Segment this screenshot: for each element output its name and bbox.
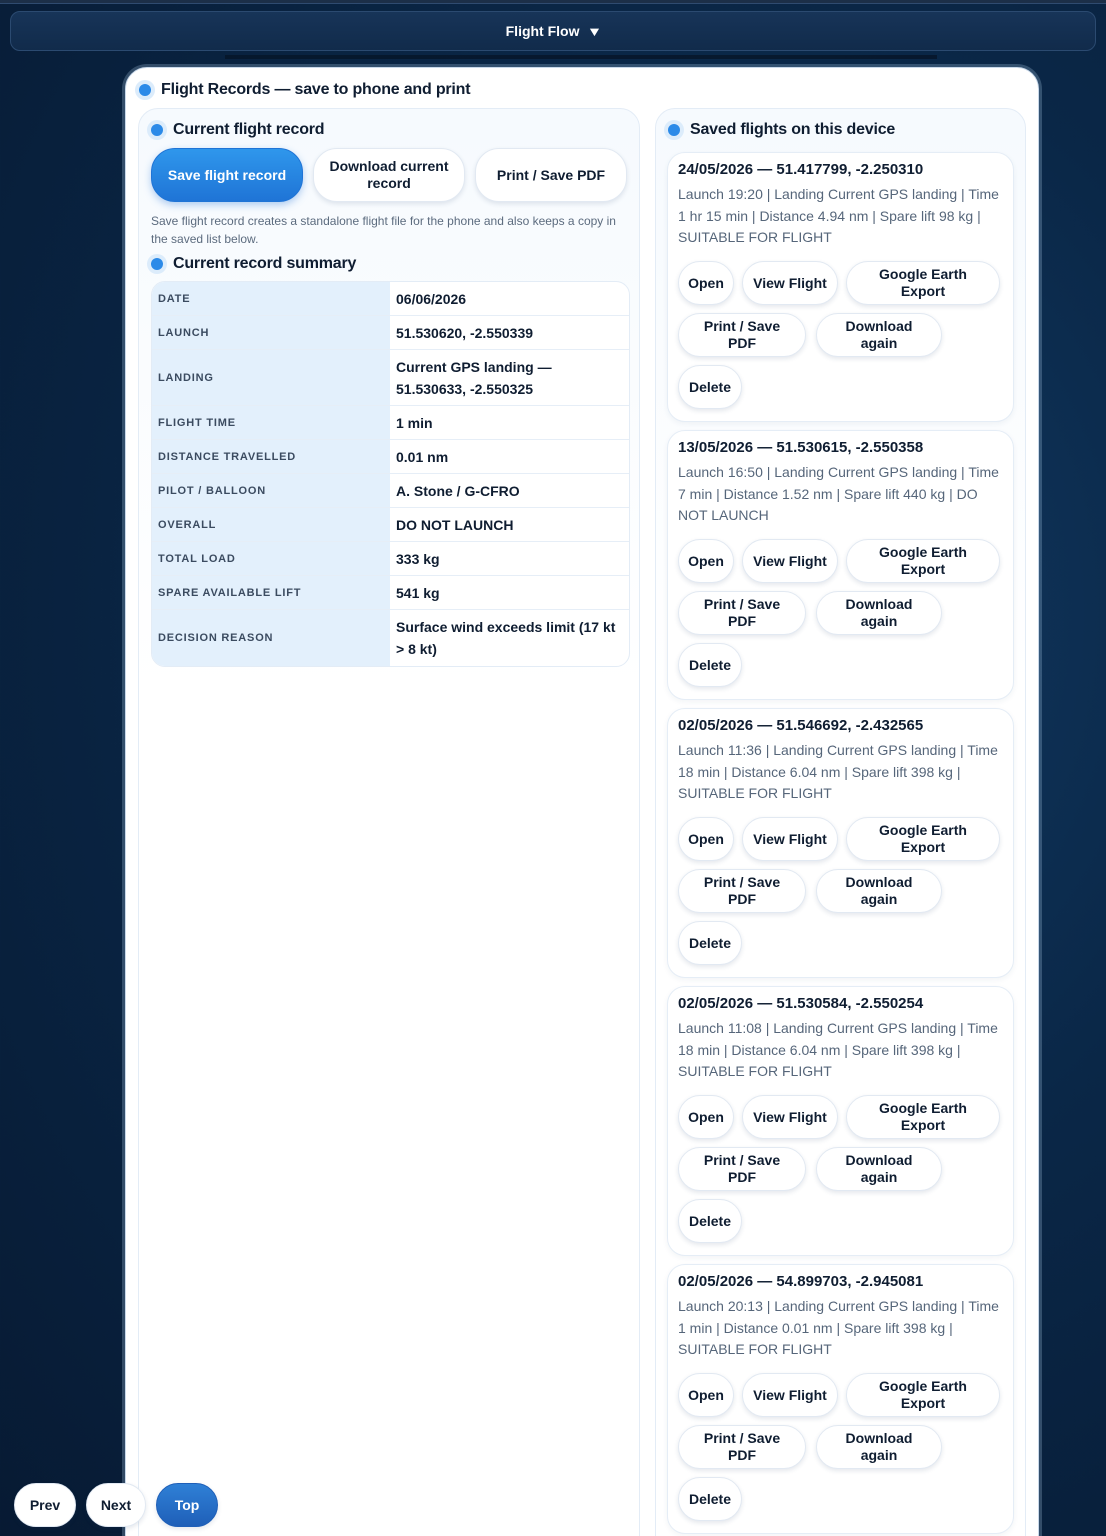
summary-value: 06/06/2026 [396, 290, 467, 307]
summary-heading-text: Current record summary [173, 255, 357, 272]
summary-label: LANDING [152, 350, 390, 405]
download-again-button[interactable]: Download again [816, 1425, 942, 1469]
saved-flight-details: Launch 11:36 | Landing Current GPS landing | Time 18 min | Distance 6.04 nm | Spare lift 398 kg | SUITABLE FOR FLIGHT [678, 742, 998, 801]
saved-flight-title: 02/05/2026 — 51.546692, -2.432565 [678, 717, 924, 734]
bullet-dot-icon [151, 258, 163, 270]
saved-flight-details: Launch 19:20 | Landing Current GPS landing | Time 1 hr 15 min | Distance 4.94 nm | Spare lift 98 kg | SUITABLE FOR FLIGHT [678, 186, 999, 245]
summary-value: 51.530620, -2.550339 [396, 324, 534, 341]
view-flight-button[interactable]: View Flight [742, 539, 838, 583]
delete-button[interactable]: Delete [678, 1477, 742, 1521]
view-flight-button[interactable]: View Flight [742, 1373, 838, 1417]
summary-label: LAUNCH [152, 316, 390, 349]
google-earth-export-button[interactable]: Google Earth Export [846, 1095, 1000, 1139]
saved-flight-card [667, 1264, 1014, 1534]
summary-row-decision-reason [152, 610, 629, 666]
saved-flight-title: 02/05/2026 — 54.899703, -2.945081 [678, 1273, 924, 1290]
panel-title [139, 81, 470, 99]
prev-button[interactable]: Prev [14, 1483, 76, 1527]
saved-flights-section [655, 108, 1026, 1536]
saved-flight-title: 13/05/2026 — 51.530615, -2.550358 [678, 439, 924, 456]
summary-row-total-load [152, 542, 629, 576]
open-button[interactable]: Open [678, 1373, 734, 1417]
summary-row-spare-lift [152, 576, 629, 610]
view-flight-button[interactable]: View Flight [742, 817, 838, 861]
summary-value: Current GPS landing — 51.530633, -2.550325 [396, 358, 552, 397]
saved-flight-card [667, 986, 1014, 1256]
saved-flight-details: Launch 20:13 | Landing Current GPS landing | Time 1 min | Distance 0.01 nm | Spare lift 398 kg | SUITABLE FOR FLIGHT [678, 1298, 999, 1357]
summary-label: TOTAL LOAD [152, 542, 390, 575]
saved-flights-heading [668, 121, 895, 139]
saved-flight-details: Launch 16:50 | Landing Current GPS landing | Time 7 min | Distance 1.52 nm | Spare lift 440 kg | DO NOT LAUNCH [678, 464, 999, 523]
summary-label: FLIGHT TIME [152, 406, 390, 439]
summary-label: OVERALL [152, 508, 390, 541]
flight-flow-menu[interactable] [10, 11, 1096, 51]
chevron-down-icon: ▼ [586, 23, 602, 39]
print-save-pdf-button[interactable]: Print / Save PDF [678, 313, 806, 357]
delete-button[interactable]: Delete [678, 1199, 742, 1243]
download-again-button[interactable]: Download again [816, 1147, 942, 1191]
print-save-pdf-button[interactable]: Print / Save PDF [678, 591, 806, 635]
download-current-record-button[interactable]: Download current record [313, 148, 465, 202]
download-again-button[interactable]: Download again [816, 591, 942, 635]
next-button[interactable]: Next [86, 1483, 146, 1527]
menu-shadow [225, 55, 937, 59]
top-edge [0, 0, 1106, 4]
panel-title-text: Flight Records — save to phone and print [161, 81, 471, 98]
summary-label: DISTANCE TRAVELLED [152, 440, 390, 473]
open-button[interactable]: Open [678, 539, 734, 583]
open-button[interactable]: Open [678, 817, 734, 861]
view-flight-button[interactable]: View Flight [742, 1095, 838, 1139]
download-again-button[interactable]: Download again [816, 313, 942, 357]
saved-flight-title: 24/05/2026 — 51.417799, -2.250310 [678, 161, 924, 178]
saved-flight-details: Launch 11:08 | Landing Current GPS landing | Time 18 min | Distance 6.04 nm | Spare lift 398 kg | SUITABLE FOR FLIGHT [678, 1020, 998, 1079]
summary-label: DATE [152, 282, 390, 315]
delete-button[interactable]: Delete [678, 643, 742, 687]
saved-flight-card [667, 152, 1014, 422]
summary-row-overall [152, 508, 629, 542]
google-earth-export-button[interactable]: Google Earth Export [846, 817, 1000, 861]
view-flight-button[interactable]: View Flight [742, 261, 838, 305]
google-earth-export-button[interactable]: Google Earth Export [846, 1373, 1000, 1417]
saved-flight-title: 02/05/2026 — 51.530584, -2.550254 [678, 995, 924, 1012]
current-record-section [138, 108, 640, 1536]
summary-row-flight-time [152, 406, 629, 440]
summary-value: A. Stone / G-CFRO [396, 482, 520, 499]
delete-button[interactable]: Delete [678, 921, 742, 965]
bullet-dot-icon [139, 84, 151, 96]
summary-row-distance [152, 440, 629, 474]
summary-value: 333 kg [396, 550, 440, 567]
google-earth-export-button[interactable]: Google Earth Export [846, 261, 1000, 305]
current-record-actions [151, 148, 627, 202]
summary-label: DECISION REASON [152, 610, 390, 666]
google-earth-export-button[interactable]: Google Earth Export [846, 539, 1000, 583]
save-note: Save flight record creates a standalone flight file for the phone and also keeps a copy in the saved list below. [151, 214, 616, 246]
summary-row-pilot [152, 474, 629, 508]
saved-flights-heading-text: Saved flights on this device [690, 121, 896, 138]
saved-flight-card [667, 430, 1014, 700]
summary-value: Surface wind exceeds limit (17 kt > 8 kt) [396, 619, 616, 657]
print-save-pdf-button[interactable]: Print / Save PDF [475, 148, 627, 202]
current-record-heading [151, 121, 324, 139]
saved-flight-card [667, 708, 1014, 978]
delete-button[interactable]: Delete [678, 365, 742, 409]
open-button[interactable]: Open [678, 1095, 734, 1139]
summary-table [151, 281, 630, 667]
download-again-button[interactable]: Download again [816, 869, 942, 913]
summary-heading [151, 255, 356, 273]
summary-row-landing [152, 350, 629, 406]
summary-label: PILOT / BALLOON [152, 474, 390, 507]
print-save-pdf-button[interactable]: Print / Save PDF [678, 1147, 806, 1191]
summary-value: 541 kg [396, 584, 440, 601]
open-button[interactable]: Open [678, 261, 734, 305]
current-record-heading-text: Current flight record [173, 121, 325, 138]
summary-row-date [152, 282, 629, 316]
print-save-pdf-button[interactable]: Print / Save PDF [678, 1425, 806, 1469]
bullet-dot-icon [151, 124, 163, 136]
summary-value: DO NOT LAUNCH [396, 516, 514, 533]
save-flight-record-button[interactable]: Save flight record [151, 148, 303, 202]
menu-title: Flight Flow [505, 23, 580, 39]
print-save-pdf-button[interactable]: Print / Save PDF [678, 869, 806, 913]
bullet-dot-icon [668, 124, 680, 136]
flight-records-panel [125, 67, 1039, 1536]
summary-value: 0.01 nm [396, 448, 449, 465]
summary-value: 1 min [396, 414, 433, 431]
summary-row-launch [152, 316, 629, 350]
top-button[interactable]: Top [156, 1483, 218, 1527]
summary-label: SPARE AVAILABLE LIFT [152, 576, 390, 609]
